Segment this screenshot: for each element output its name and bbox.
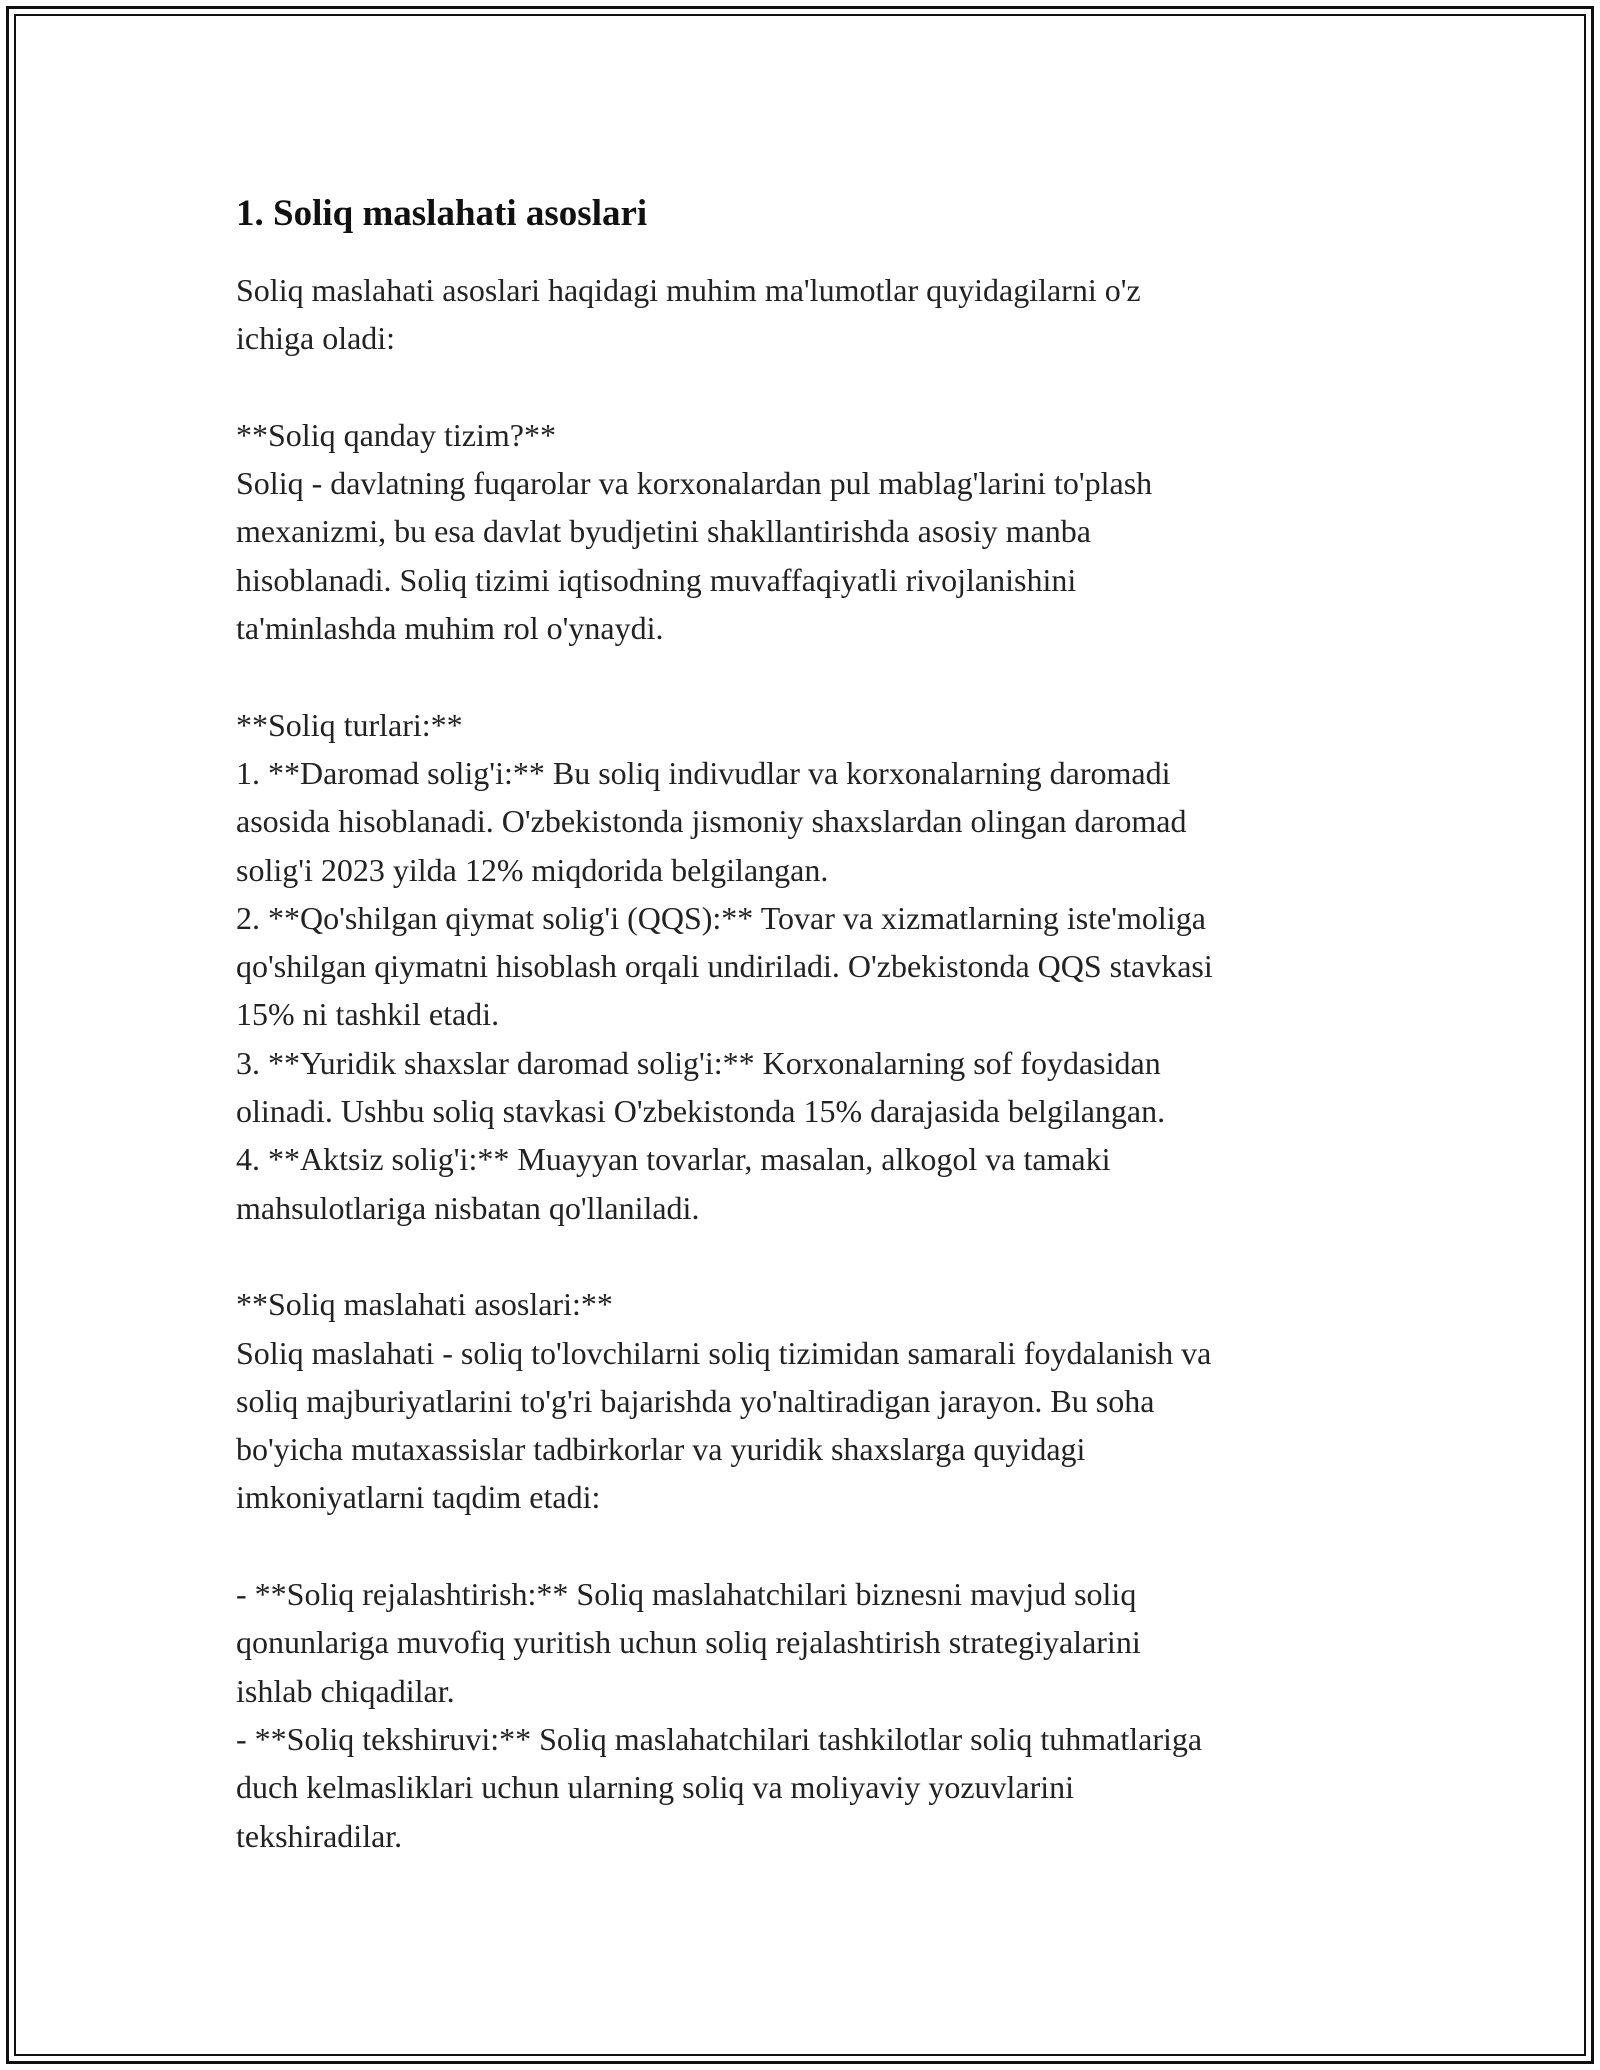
paragraph-gap <box>236 652 1366 700</box>
document-body <box>236 186 1366 1860</box>
list-item-corporate-tax: 3. **Yuridik shaxslar daromad solig'i:** Korxonalarning sof foydasidan olinadi. Ushbu soliq stavkasi O'zbekistonda 15% darajasida belgilangan. <box>236 1044 1166 1130</box>
section-heading-system: **Soliq qanday tizim?** <box>236 416 556 453</box>
document-title: 1. Soliq maslahati asoslari <box>236 193 648 234</box>
section-text-system: Soliq - davlatning fuqarolar va korxonalardan pul mablag'larini to'plash mexanizmi, bu esa davlat byudjetini shakllantirishda asosiy manba hisoblanadi. Soliq tizimi iqtisodning muvaffaqiyatli rivojlanishini ta'minlashda muhim rol o'ynaydi. <box>236 465 1153 647</box>
section-heading-advice-basics: **Soliq maslahati asoslari:** <box>236 1286 613 1323</box>
paragraph-gap <box>236 1232 1366 1280</box>
list-item-excise-tax: 4. **Aktsiz solig'i:** Muayyan tovarlar, masalan, alkogol va tamaki mahsulotlariga nisbatan qo'llaniladi. <box>236 1141 1111 1226</box>
list-item-tax-planning: - **Soliq rejalashtirish:** Soliq maslahatchilari biznesni mavjud soliq qonunlariga muvofiq yuritish uchun soliq rejalashtirish strategiyalarini ishlab chiqadilar. <box>236 1576 1141 1709</box>
section-heading-tax-types: **Soliq turlari:** <box>236 706 463 743</box>
section-text-advice-basics: Soliq maslahati - soliq to'lovchilarni soliq tizimidan samarali foydalanish va soliq majburiyatlarini to'g'ri bajarishda yo'naltiradigan jarayon. Bu soha bo'yicha mutaxassislar tadbirkorlar va yuridik shaxslarga quyidagi imkoniyatlarni taqdim etadi: <box>236 1334 1212 1516</box>
list-item-vat: 2. **Qo'shilgan qiymat solig'i (QQS):** Tovar va xizmatlarning iste'moliga qo'shilgan qiymatni hisoblash orqali undiriladi. O'zbekistonda QQS stavkasi 15% ni tashkil etadi. <box>236 899 1213 1033</box>
intro-paragraph: Soliq maslahati asoslari haqidagi muhim ma'lumotlar quyidagilarni o'z ichiga oladi: <box>236 272 1141 357</box>
paragraph-gap <box>236 1522 1366 1570</box>
list-item-tax-audit: - **Soliq tekshiruvi:** Soliq maslahatchilari tashkilotlar soliq tuhmatlariga duch kelmasliklari uchun ularning soliq va moliyaviy yozuvlarini tekshiradilar. <box>236 1720 1203 1854</box>
paragraph-gap <box>236 363 1366 411</box>
list-item-income-tax: 1. **Daromad solig'i:** Bu soliq indivudlar va korxonalarning daromadi asosida hisoblanadi. O'zbekistonda jismoniy shaxslardan olingan daromad solig'i 2023 yilda 12% miqdorida belgilangan. <box>236 754 1187 888</box>
